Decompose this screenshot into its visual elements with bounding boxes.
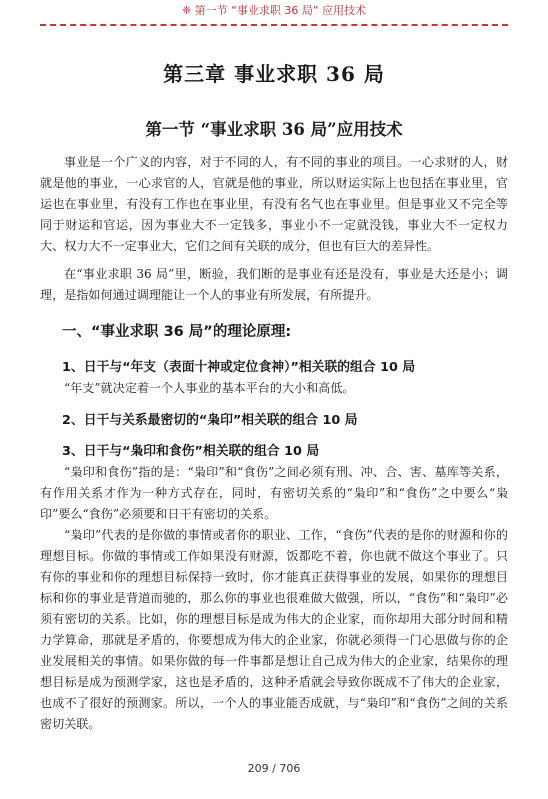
body-paragraph-2: 在“事业求职 36 局”里，断验，我们断的是事业有还是没有，事业是大还是小；调理，是指如何通过调理能让一个人的事业有所发展，有所提升。 bbox=[40, 267, 508, 302]
page-number: 209 / 706 bbox=[247, 762, 301, 775]
subheading-3: 3、日干与“枭印和食伤”相关联的组合 10 局 bbox=[62, 444, 320, 459]
section-title: 第一节 “事业求职 36 局”应用技术 bbox=[145, 120, 403, 139]
subheading-2: 2、日干与关系最密切的“枭印”相关联的组合 10 局 bbox=[62, 413, 358, 428]
running-header: ❈ 第一节 “事业求职 36 局” 应用技术 bbox=[181, 4, 367, 17]
header-rule bbox=[40, 24, 508, 26]
body-paragraph-1: 事业是一个广义的内容，对于不同的人，有不同的事业的项目。一心求财的人，财就是他的事业，一心求官的人，官就是他的事业，所以财运实际上也包括在事业里，官运也在事业里，有没有工作也在事业里，有没有名气也在事业里。但是事业又不完全等同于财运和官运，因为事业大不一定钱多，事业小不一定就没钱，事业大不一定权力大、权力大不一定事业大，它们之间有关联的成分，但也有巨大的差异性。 bbox=[40, 155, 508, 253]
subheading-1-paragraph: “年支”就决定着一个人事业的基本平台的大小和高低。 bbox=[64, 381, 355, 395]
subheading-3-paragraph-1: “枭印和食伤”指的是：“枭印”和“食伤”之间必须有刑、冲、合、害、墓库等关系，有作用关系才作为一种方式存在，同时，有密切关系的“枭印”和“食伤”之中要么“枭印”要么“食伤”必须要和日干有密切的关系。 bbox=[40, 465, 508, 521]
heading-theory-principle: 一、“事业求职 36 局”的理论原理: bbox=[62, 324, 292, 340]
subheading-1: 1、日干与“年支（表面十神或定位食神）”相关联的组合 10 局 bbox=[62, 360, 416, 375]
subheading-3-paragraph-2: “枭印”代表的是你做的事情或者你的职业、工作，“食伤”代表的是你的财源和你的理想目标。你做的事情或工作如果没有财源，饭都吃不着，你也就不做这个事业了。只有你的事业和你的理想目标保持一致时，你才能真正获得事业的发展，如果你的理想目标和你的事业是背道而驰的，那么你的事业也很难做大做强，所以，“食伤”和“枭印”必须有密切的关系。比如，你的理想目标是成为伟大的企业家，而你却用大部分时间和精力学算命，那就是矛盾的，你要想成为伟大的企业家，你就必须得一门心思做与你的企业发展相关的事情。如果你做的每一件事都是想让自己成为伟大的企业家，结果你的理想目标是成为预测学家，这也是矛盾的，这种矛盾就会导致你既成不了伟大的企业家，也成不了很好的预测家。所以，一个人的事业能否成就，与“枭印”和“食伤”之间的关系密切关联。 bbox=[40, 528, 508, 731]
chapter-title: 第三章 事业求职 36 局 bbox=[163, 62, 385, 86]
